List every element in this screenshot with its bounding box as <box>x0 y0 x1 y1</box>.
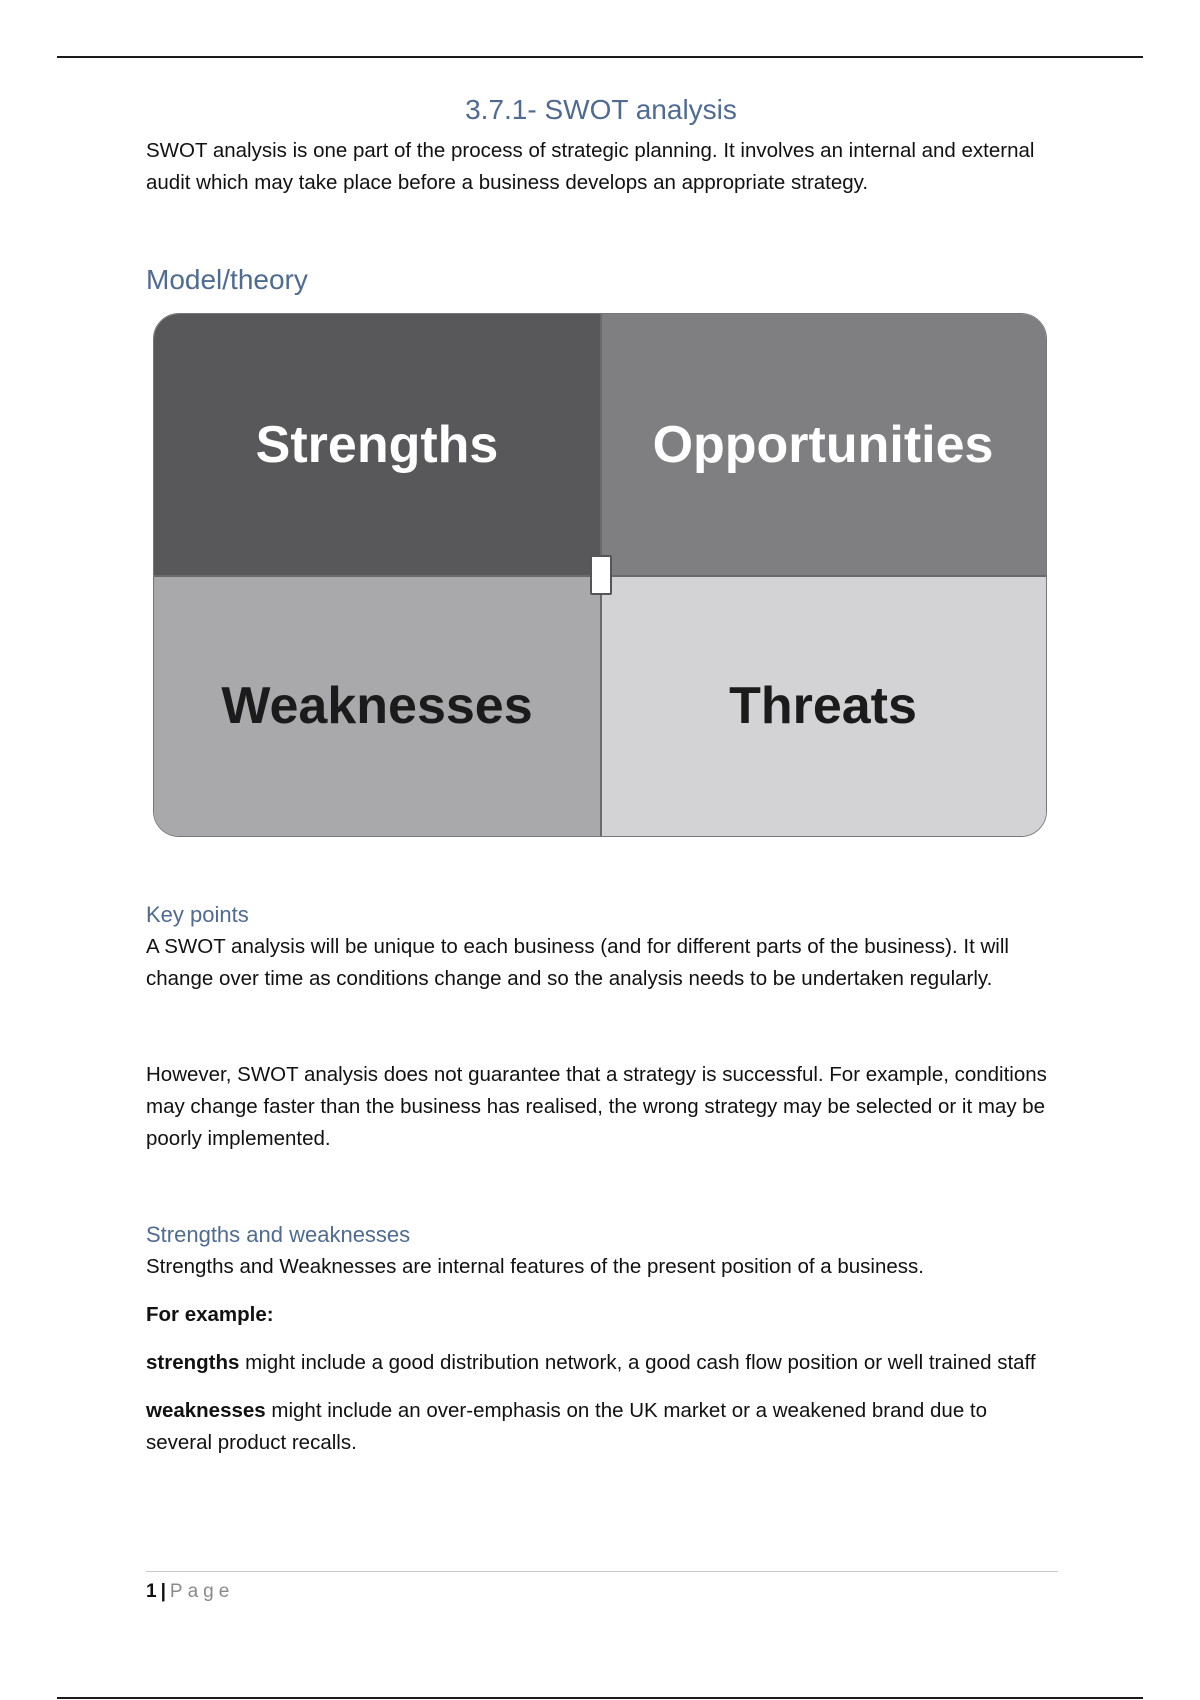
swot-opportunities: Opportunities <box>600 314 1046 575</box>
for-example-label: For example: <box>146 1303 274 1326</box>
strengths-example <box>146 1347 1056 1379</box>
swot-strengths: Strengths <box>154 314 600 575</box>
header-rule <box>57 56 1143 58</box>
document-page <box>146 90 1056 1459</box>
model-theory-heading: Model/theory <box>146 264 308 295</box>
key-points-heading: Key points <box>146 902 249 927</box>
footer-separator: | <box>160 1581 166 1602</box>
page-title: 3.7.1- SWOT analysis <box>465 94 737 125</box>
swot-weaknesses: Weaknesses <box>154 575 600 836</box>
key-points-paragraph-1: A SWOT analysis will be unique to each business (and for different parts of the business). It will change over time as conditions change and so the analysis needs to be undertaken regularly. <box>146 935 1009 990</box>
strengths-weaknesses-heading: Strengths and weaknesses <box>146 1222 411 1247</box>
strengths-text: might include a good distribution network, a good cash flow position or well trained staff <box>239 1351 1036 1374</box>
key-points-paragraph-2: However, SWOT analysis does not guarantee that a strategy is successful. For example, conditions may change faster than the business has realised, the wrong strategy may be selected or it may be poorly implemented. <box>146 1063 1047 1150</box>
weaknesses-text: might include an over-emphasis on the UK market or a weakened brand due to several product recalls. <box>146 1399 988 1454</box>
strengths-term: strengths <box>146 1351 240 1374</box>
weaknesses-example <box>146 1395 1056 1459</box>
page-number: 1 <box>146 1581 157 1602</box>
footer-rule <box>57 1697 1143 1699</box>
swot-center-handle <box>590 555 612 595</box>
weaknesses-term: weaknesses <box>146 1399 266 1422</box>
swot-diagram <box>153 313 1047 837</box>
intro-paragraph: SWOT analysis is one part of the process of strategic planning. It involves an internal and external audit which may take place before a business develops an appropriate strategy. <box>146 139 1035 194</box>
strengths-weaknesses-paragraph: Strengths and Weaknesses are internal features of the present position of a business. <box>146 1255 924 1278</box>
page-label: Page <box>169 1581 235 1602</box>
swot-threats: Threats <box>600 575 1046 836</box>
page-footer <box>146 1571 1058 1606</box>
